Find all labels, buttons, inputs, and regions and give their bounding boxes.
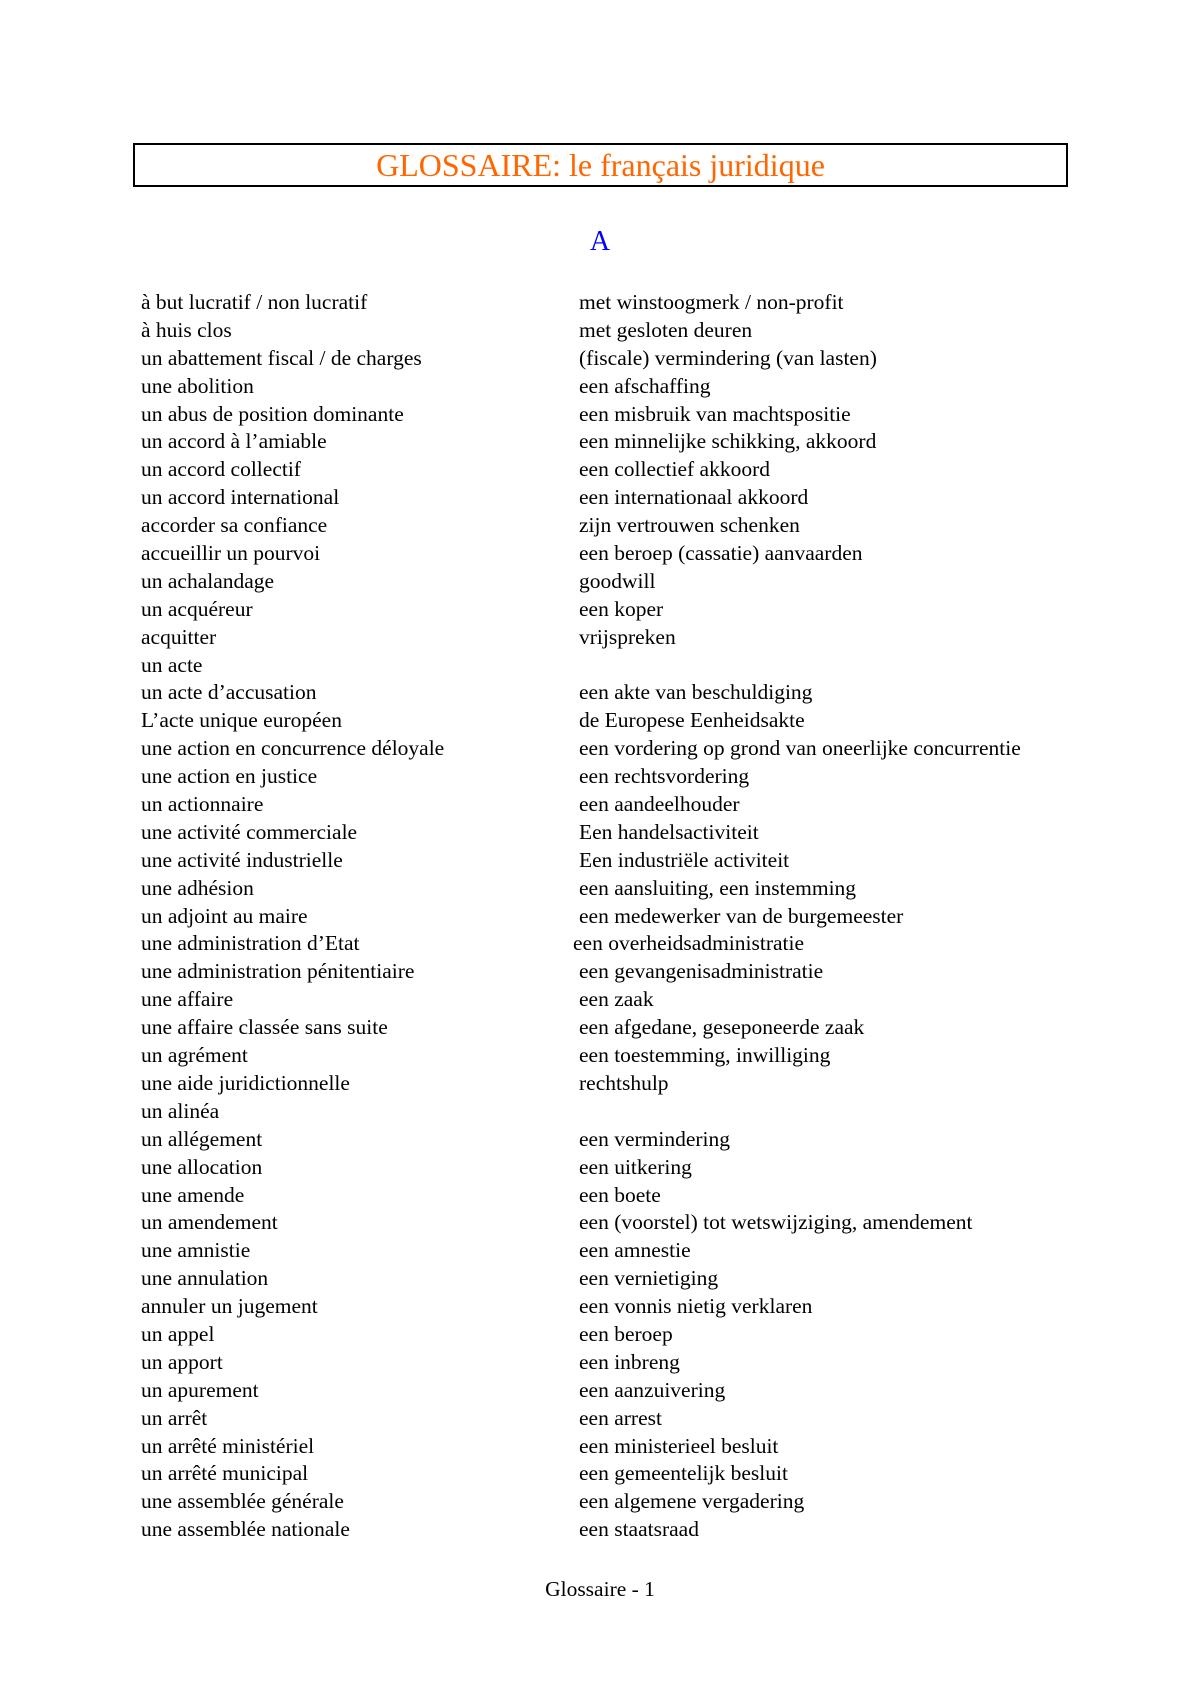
glossary-entry [141, 1265, 1181, 1293]
french-term: un amendement [141, 1210, 278, 1235]
french-term: une administration pénitentiaire [141, 959, 415, 984]
glossary-entry [141, 596, 1181, 624]
dutch-translation: een aandeelhouder [579, 792, 740, 817]
dutch-translation: goodwill [579, 568, 656, 593]
french-term: une adhésion [141, 875, 254, 900]
glossary-entry [141, 1042, 1181, 1070]
french-term: un apurement [141, 1377, 259, 1402]
french-term: accorder sa confiance [141, 513, 328, 538]
dutch-translation: zijn vertrouwen schenken [579, 513, 800, 538]
glossary-entry [141, 512, 1181, 540]
glossary-entry [141, 958, 1181, 986]
french-term: un arrêté municipal [141, 1461, 309, 1486]
french-term: une assemblée générale [141, 1489, 344, 1514]
page-title: GLOSSAIRE: le français juridique [376, 147, 825, 183]
dutch-translation: een misbruik van machtspositie [579, 401, 851, 426]
dutch-translation: (fiscale) vermindering (van lasten) [579, 345, 877, 370]
french-term: un arrêté ministériel [141, 1433, 315, 1458]
glossary-entry [141, 1293, 1181, 1321]
french-term: un achalandage [141, 568, 275, 593]
french-term: une affaire classée sans suite [141, 1015, 388, 1040]
glossary-entry [141, 1014, 1181, 1042]
dutch-translation: een vermindering [579, 1126, 731, 1151]
french-term: un arrêt [141, 1405, 208, 1430]
french-term: à huis clos [141, 317, 232, 342]
dutch-translation: een collectief akkoord [579, 457, 771, 482]
glossary-list [141, 289, 1181, 1544]
glossary-entry [141, 1377, 1181, 1405]
glossary-entry [141, 735, 1181, 763]
glossary-entry [141, 317, 1181, 345]
french-term: un acte [141, 652, 203, 677]
glossary-entry [141, 679, 1181, 707]
glossary-entry [141, 875, 1181, 903]
french-term: une allocation [141, 1154, 263, 1179]
dutch-translation: een medewerker van de burgemeester [579, 903, 904, 928]
french-term: une administration d’Etat [141, 931, 360, 956]
glossary-entry [141, 652, 1181, 680]
french-term: un apport [141, 1349, 223, 1374]
glossary-entry [141, 1070, 1181, 1098]
french-term: un actionnaire [141, 792, 264, 817]
dutch-translation: een gevangenisadministratie [579, 959, 824, 984]
dutch-translation: een vernietiging [579, 1266, 719, 1291]
dutch-translation: een toestemming, inwilliging [579, 1043, 831, 1068]
dutch-translation: een algemene vergadering [579, 1489, 805, 1514]
glossary-entry [141, 1349, 1181, 1377]
french-term: un acquéreur [141, 596, 253, 621]
glossary-entry [141, 1460, 1181, 1488]
glossary-entry [141, 1433, 1181, 1461]
dutch-translation: een gemeentelijk besluit [579, 1461, 788, 1486]
dutch-translation: een vordering op grond van oneerlijke concurrentie [579, 736, 1021, 761]
glossary-entry [141, 1321, 1181, 1349]
dutch-translation: vrijspreken [579, 624, 676, 649]
french-term: une annulation [141, 1266, 269, 1291]
glossary-entry [141, 1516, 1181, 1544]
dutch-translation: een overheidsadministratie [573, 931, 805, 956]
french-term: un accord international [141, 485, 340, 510]
dutch-translation: een zaak [579, 987, 654, 1012]
glossary-entry [141, 819, 1181, 847]
glossary-entry [141, 1182, 1181, 1210]
glossary-entry [141, 401, 1181, 429]
glossary-entry [141, 903, 1181, 931]
glossary-entry [141, 624, 1181, 652]
french-term: un appel [141, 1321, 215, 1346]
dutch-translation: de Europese Eenheidsakte [579, 708, 805, 733]
dutch-translation: een koper [579, 596, 664, 621]
glossary-entry [141, 428, 1181, 456]
title-box [133, 143, 1068, 187]
page-footer: Glossaire - 1 [545, 1577, 655, 1601]
dutch-translation: met gesloten deuren [579, 317, 753, 342]
glossary-entry [141, 763, 1181, 791]
dutch-translation: een uitkering [579, 1154, 692, 1179]
glossary-entry [141, 791, 1181, 819]
dutch-translation: een staatsraad [579, 1517, 699, 1542]
glossary-entry [141, 1209, 1181, 1237]
french-term: un alinéa [141, 1098, 220, 1123]
dutch-translation: een vonnis nietig verklaren [579, 1294, 813, 1319]
glossary-entry [141, 1098, 1181, 1126]
dutch-translation: een akte van beschuldiging [579, 680, 813, 705]
french-term: à but lucratif / non lucratif [141, 290, 368, 314]
dutch-translation: een internationaal akkoord [579, 485, 809, 510]
glossary-entry [141, 568, 1181, 596]
glossary-entry [141, 930, 1181, 958]
french-term: un accord à l’amiable [141, 429, 327, 454]
french-term: un abattement fiscal / de charges [141, 345, 422, 370]
french-term: un adjoint au maire [141, 903, 308, 928]
dutch-translation: een arrest [579, 1405, 662, 1430]
glossary-entry [141, 1126, 1181, 1154]
french-term: acquitter [141, 624, 217, 649]
french-term: une abolition [141, 373, 254, 398]
french-term: un allégement [141, 1126, 263, 1151]
glossary-entry [141, 289, 1181, 317]
french-term: L’acte unique européen [141, 708, 342, 733]
glossary-entry [141, 484, 1181, 512]
section-letter: A [589, 226, 611, 257]
french-term: une amende [141, 1182, 245, 1207]
dutch-translation: een ministerieel besluit [579, 1433, 779, 1458]
glossary-entry [141, 847, 1181, 875]
glossary-entry [141, 373, 1181, 401]
french-term: une aide juridictionnelle [141, 1070, 350, 1095]
french-term: une affaire [141, 987, 234, 1012]
glossary-entry [141, 986, 1181, 1014]
dutch-translation: een boete [579, 1182, 661, 1207]
glossary-entry [141, 1154, 1181, 1182]
dutch-translation: met winstoogmerk / non-profit [579, 290, 844, 314]
dutch-translation: een inbreng [579, 1349, 680, 1374]
glossary-entry [141, 345, 1181, 373]
glossary-entry [141, 540, 1181, 568]
french-term: un abus de position dominante [141, 401, 404, 426]
french-term: un acte d’accusation [141, 680, 317, 705]
french-term: accueillir un pourvoi [141, 541, 321, 566]
french-term: une action en justice [141, 764, 318, 789]
french-term: une activité industrielle [141, 847, 343, 872]
dutch-translation: rechtshulp [579, 1070, 669, 1095]
glossary-entry [141, 1488, 1181, 1516]
dutch-translation: een aanzuivering [579, 1377, 726, 1402]
french-term: annuler un jugement [141, 1294, 318, 1319]
dutch-translation: Een industriële activiteit [579, 847, 790, 872]
french-term: une assemblée nationale [141, 1517, 350, 1542]
glossary-entry [141, 456, 1181, 484]
french-term: un agrément [141, 1043, 248, 1068]
glossary-entry [141, 1237, 1181, 1265]
dutch-translation: een minnelijke schikking, akkoord [579, 429, 877, 454]
glossary-entry [141, 1405, 1181, 1433]
dutch-translation: Een handelsactiviteit [579, 819, 759, 844]
french-term: une amnistie [141, 1238, 251, 1263]
dutch-translation: een (voorstel) tot wetswijziging, amendement [579, 1210, 973, 1235]
dutch-translation: een aansluiting, een instemming [579, 875, 857, 900]
dutch-translation: een beroep (cassatie) aanvaarden [579, 541, 863, 566]
dutch-translation: een afgedane, geseponeerde zaak [579, 1015, 865, 1040]
dutch-translation: een rechtsvordering [579, 764, 750, 789]
glossary-entry [141, 707, 1181, 735]
french-term: une action en concurrence déloyale [141, 736, 445, 761]
dutch-translation: een afschaffing [579, 373, 711, 398]
french-term: un accord collectif [141, 457, 301, 482]
french-term: une activité commerciale [141, 819, 358, 844]
dutch-translation: een beroep [579, 1321, 673, 1346]
dutch-translation: een amnestie [579, 1238, 691, 1263]
